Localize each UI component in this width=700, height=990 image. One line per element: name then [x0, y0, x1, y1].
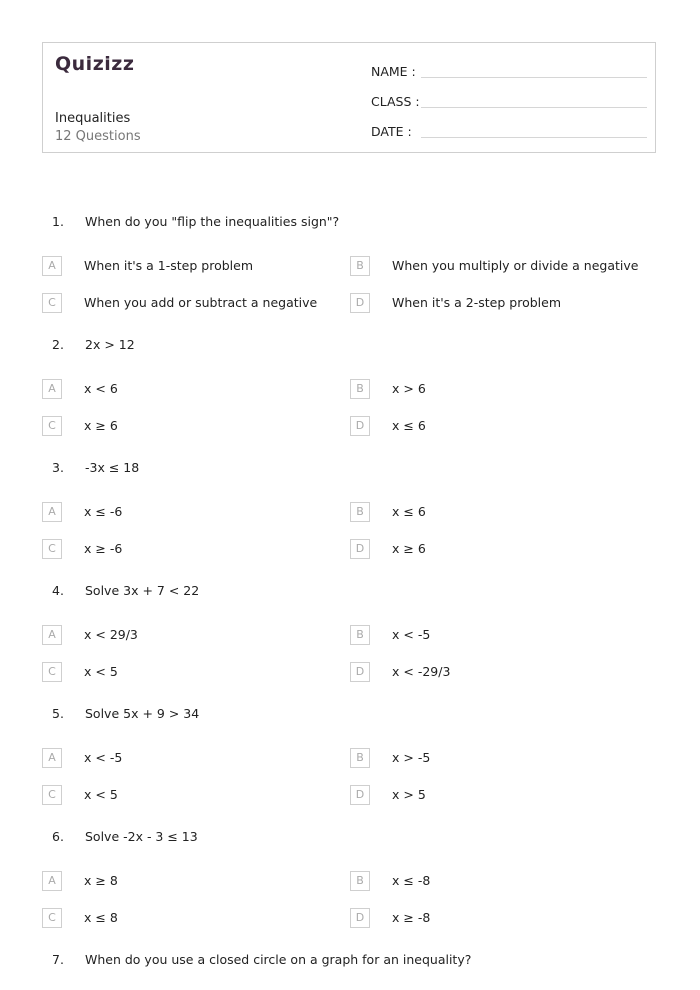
option-text: x ≤ 6	[392, 504, 426, 519]
option-text: x > 5	[392, 787, 426, 802]
option-text: x ≥ -8	[392, 910, 431, 925]
option-text: When you add or subtract a negative	[84, 295, 318, 310]
option-letter-box[interactable]: A	[42, 871, 62, 891]
option-text: x > 6	[392, 381, 426, 396]
option-letter-box[interactable]: A	[42, 625, 62, 645]
question-number: 2.	[52, 337, 64, 352]
option-letter-box[interactable]: B	[350, 748, 370, 768]
option-letter-box[interactable]: A	[42, 256, 62, 276]
option-letter-box[interactable]: B	[350, 379, 370, 399]
worksheet-header	[42, 42, 656, 153]
option-text: x < 6	[84, 381, 118, 396]
option-text: When it's a 1-step problem	[84, 258, 253, 273]
question-number: 5.	[52, 706, 64, 721]
option-text: x < -29/3	[392, 664, 451, 679]
option-letter-box[interactable]: D	[350, 662, 370, 682]
option-text: x ≤ -8	[392, 873, 431, 888]
class-field[interactable]	[371, 91, 647, 109]
name-line	[421, 77, 647, 78]
option-letter-box[interactable]: D	[350, 539, 370, 559]
date-line	[421, 137, 647, 138]
option-text: x ≥ 6	[84, 418, 118, 433]
option-text: When it's a 2-step problem	[392, 295, 561, 310]
quizizz-logo: Quizizz	[55, 53, 135, 75]
date-field[interactable]	[371, 121, 647, 139]
question-number: 6.	[52, 829, 64, 844]
option-letter-box[interactable]: C	[42, 785, 62, 805]
question-number: 4.	[52, 583, 64, 598]
option-text: x ≥ -6	[84, 541, 123, 556]
question-text: 2x > 12	[85, 337, 135, 352]
option-letter-box[interactable]: C	[42, 293, 62, 313]
question-7	[0, 952, 700, 972]
option-text: x < 5	[84, 664, 118, 679]
option-text: x ≤ 8	[84, 910, 118, 925]
question-count: 12 Questions	[55, 129, 141, 144]
question-number: 3.	[52, 460, 64, 475]
option-text: x ≥ 6	[392, 541, 426, 556]
question-2	[0, 337, 700, 357]
option-letter-box[interactable]: B	[350, 502, 370, 522]
option-letter-box[interactable]: D	[350, 908, 370, 928]
question-4	[0, 583, 700, 603]
class-line	[421, 107, 647, 108]
question-6	[0, 829, 700, 849]
option-letter-box[interactable]: C	[42, 908, 62, 928]
question-text: When do you use a closed circle on a graph for an inequality?	[85, 952, 472, 967]
option-text: x ≤ -6	[84, 504, 123, 519]
option-letter-box[interactable]: A	[42, 748, 62, 768]
option-text: x < -5	[392, 627, 431, 642]
option-letter-box[interactable]: C	[42, 416, 62, 436]
option-letter-box[interactable]: B	[350, 625, 370, 645]
option-text: x < -5	[84, 750, 123, 765]
option-letter-box[interactable]: B	[350, 871, 370, 891]
option-letter-box[interactable]: C	[42, 662, 62, 682]
option-letter-box[interactable]: D	[350, 785, 370, 805]
option-letter-box[interactable]: A	[42, 379, 62, 399]
question-number: 7.	[52, 952, 64, 967]
option-text: x ≥ 8	[84, 873, 118, 888]
date-label: DATE :	[371, 124, 412, 139]
name-field[interactable]	[371, 61, 647, 79]
question-3	[0, 460, 700, 480]
question-1	[0, 214, 700, 234]
option-letter-box[interactable]: A	[42, 502, 62, 522]
question-5	[0, 706, 700, 726]
worksheet-title: Inequalities	[55, 111, 131, 126]
name-label: NAME :	[371, 64, 416, 79]
option-letter-box[interactable]: D	[350, 293, 370, 313]
question-text: When do you "flip the inequalities sign"?	[85, 214, 340, 229]
question-text: -3x ≤ 18	[85, 460, 140, 475]
option-letter-box[interactable]: C	[42, 539, 62, 559]
option-text: x ≤ 6	[392, 418, 426, 433]
question-text: Solve -2x - 3 ≤ 13	[85, 829, 198, 844]
option-text: When you multiply or divide a negative	[392, 258, 639, 273]
question-text: Solve 3x + 7 < 22	[85, 583, 200, 598]
question-text: Solve 5x + 9 > 34	[85, 706, 200, 721]
class-label: CLASS :	[371, 94, 420, 109]
option-text: x > -5	[392, 750, 431, 765]
option-letter-box[interactable]: D	[350, 416, 370, 436]
option-text: x < 5	[84, 787, 118, 802]
question-number: 1.	[52, 214, 64, 229]
option-text: x < 29/3	[84, 627, 138, 642]
option-letter-box[interactable]: B	[350, 256, 370, 276]
